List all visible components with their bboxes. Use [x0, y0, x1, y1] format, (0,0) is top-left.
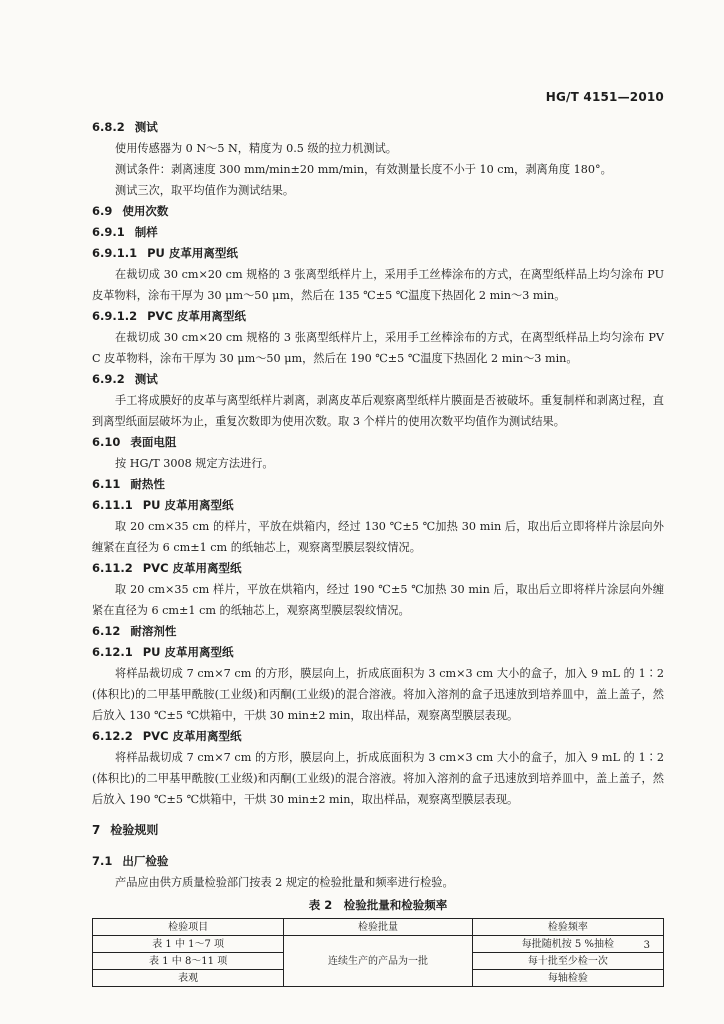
section-number: 6.11 — [92, 477, 121, 491]
section-title: PVC 皮革用离型纸 — [147, 309, 246, 323]
table-cell-frequency: 每轴检验 — [472, 970, 663, 987]
section-title: 耐热性 — [130, 477, 165, 491]
section-heading — [92, 726, 664, 747]
table-caption: 表 2 检验批量和检验频率 — [308, 898, 448, 912]
page-number: 3 — [643, 940, 650, 951]
paragraph: 手工将成膜好的皮革与离型纸样片剥离，剥离皮革后观察离型纸样片膜面是否被破坏。重复制样和剥离过程，直到离型纸面层破坏为止，重复次数即为使用次数。取 3 个样片的使用次数平均值作为测试结果。 — [92, 394, 664, 428]
section-number: 6.12 — [92, 624, 121, 638]
section-number: 6.12.2 — [92, 729, 133, 743]
section-title: PU 皮革用离型纸 — [147, 246, 238, 260]
section-title: PVC 皮革用离型纸 — [142, 561, 242, 575]
table-header-cell: 检验频率 — [472, 919, 663, 936]
section-number: 6.9 — [92, 204, 113, 218]
section-heading — [92, 117, 664, 138]
table-row — [93, 936, 664, 953]
section-heading — [92, 306, 664, 327]
table-cell-frequency: 每十批至少检一次 — [472, 953, 663, 970]
table-cell-frequency: 每批随机按 5 %抽检 — [472, 936, 663, 953]
section-heading — [92, 201, 664, 222]
table-header-cell: 检验项目 — [93, 919, 284, 936]
section-title: PU 皮革用离型纸 — [142, 645, 234, 659]
section-title: 检验规则 — [110, 823, 159, 837]
section-heading — [92, 621, 664, 642]
section-number: 6.8.2 — [92, 120, 125, 134]
paragraph: 测试三次，取平均值作为测试结果。 — [115, 184, 295, 197]
section-number: 6.11.1 — [92, 498, 133, 512]
section-number: 7 — [92, 823, 101, 837]
section-heading — [92, 432, 664, 453]
document-body — [92, 117, 664, 987]
standard-code: HG/T 4151—2010 — [545, 90, 664, 104]
paragraph: 将样品裁切成 7 cm×7 cm 的方形，膜层向上，折成底面积为 3 cm×3 cm 大小的盒子，加入 9 mL 的 1∶2(体积比)的二甲基甲酰胺(工业级)和丙酮(工业级)的混合溶液。将加入溶剂的盒子迅速放到培养皿中，盖上盖子，然后放入 190 ℃±5 ℃烘箱中，干烘 30 min±2 min，取出样品，观察离型膜层表现。 — [92, 751, 664, 806]
section-number: 6.9.1.2 — [92, 309, 138, 323]
section-heading — [92, 558, 664, 579]
paragraph: 产品应由供方质量检验部门按表 2 规定的检验批量和频率进行检验。 — [115, 876, 454, 889]
paragraph: 取 20 cm×35 cm 的样片，平放在烘箱内，经过 130 ℃±5 ℃加热 30 min 后，取出后立即将样片涂层向外缠紧在直径为 6 cm±1 cm 的纸轴芯上，观察离型膜层裂纹情况。 — [92, 520, 664, 554]
table-header-cell: 检验批量 — [284, 919, 472, 936]
section-number: 6.9.1.1 — [92, 246, 138, 260]
paragraph: 按 HG/T 3008 规定方法进行。 — [115, 457, 274, 470]
paragraph: 使用传感器为 0 N～5 N，精度为 0.5 级的拉力机测试。 — [115, 142, 397, 155]
paragraph: 将样品裁切成 7 cm×7 cm 的方形，膜层向上，折成底面积为 3 cm×3 cm 大小的盒子，加入 9 mL 的 1∶2(体积比)的二甲基甲酰胺(工业级)和丙酮(工业级)的混合溶液。将加入溶剂的盒子迅速放到培养皿中，盖上盖子，然后放入 130 ℃±5 ℃烘箱中，干烘 30 min±2 min，取出样品，观察离型膜层表现。 — [92, 667, 664, 722]
table-cell-item: 表 1 中 1～7 项 — [93, 936, 284, 953]
table-header-row — [93, 919, 664, 936]
paragraph: 取 20 cm×35 cm 样片，平放在烘箱内，经过 190 ℃±5 ℃加热 30 min 后，取出后立即将样片涂层向外缠紧在直径为 6 cm±1 cm 的纸轴芯上，观察离型膜层裂纹情况。 — [92, 583, 664, 617]
section-number: 6.10 — [92, 435, 121, 449]
section-title: 制样 — [134, 225, 158, 239]
paragraph: 测试条件：剥离速度 300 mm/min±20 mm/min，有效测量长度不小于 10 cm，剥离角度 180°。 — [115, 163, 612, 176]
section-heading — [92, 222, 664, 243]
section-heading — [92, 369, 664, 390]
section-number: 6.9.1 — [92, 225, 125, 239]
inspection-table — [92, 918, 664, 987]
section-heading — [92, 642, 664, 663]
table-cell-item: 表 1 中 8～11 项 — [93, 953, 284, 970]
section-heading — [92, 820, 664, 841]
paragraph: 在裁切成 30 cm×20 cm 规格的 3 张离型纸样片上，采用手工丝棒涂布的方式，在离型纸样品上均匀涂布 PU 皮革物料，涂布干厚为 30 μm～50 μm，然后在 135 ℃±5 ℃温度下热固化 2 min～3 min。 — [92, 268, 664, 302]
section-number: 6.12.1 — [92, 645, 133, 659]
section-heading — [92, 495, 664, 516]
section-title: 测试 — [134, 120, 158, 134]
section-number: 6.9.2 — [92, 372, 125, 386]
section-title: PU 皮革用离型纸 — [142, 498, 234, 512]
paragraph: 在裁切成 30 cm×20 cm 规格的 3 张离型纸样片上，采用手工丝棒涂布的方式，在离型纸样品上均匀涂布 PVC 皮革物料，涂布干厚为 30 μm～50 μm，然后在 190 ℃±5 ℃温度下热固化 2 min～3 min。 — [92, 331, 664, 365]
section-heading — [92, 851, 664, 872]
section-heading — [92, 474, 664, 495]
section-number: 7.1 — [92, 854, 113, 868]
section-number: 6.11.2 — [92, 561, 133, 575]
table-cell-batch: 连续生产的产品为一批 — [284, 936, 472, 987]
spacer — [92, 810, 664, 820]
section-title: 出厂检验 — [122, 854, 169, 868]
spacer — [92, 841, 664, 851]
table-cell-item: 表观 — [93, 970, 284, 987]
section-title: PVC 皮革用离型纸 — [142, 729, 242, 743]
section-title: 测试 — [134, 372, 158, 386]
section-title: 表面电阻 — [130, 435, 177, 449]
section-title: 使用次数 — [122, 204, 169, 218]
section-heading — [92, 243, 664, 264]
section-title: 耐溶剂性 — [130, 624, 177, 638]
